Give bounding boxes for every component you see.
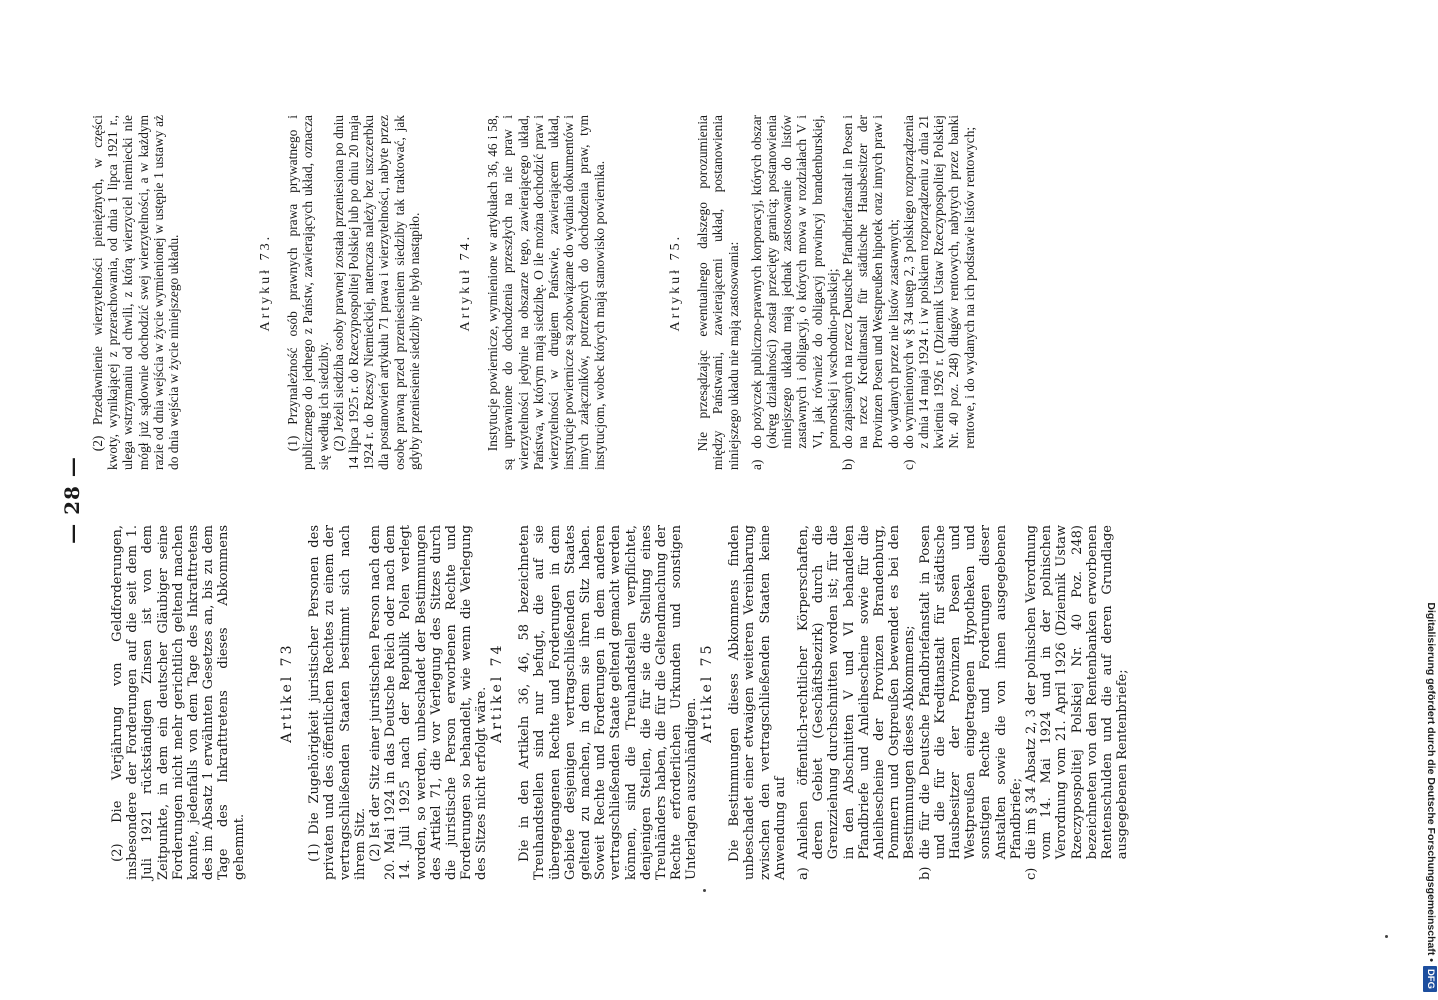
paragraph: (2) Die Verjährung von Geldforderungen, insbesondere der Forderungen auf die seit dem 1. Juli 1921 rückständigen Zinsen ist von dem Zeitpunkte, in dem ein deutscher Gläubiger seine Forderungen nicht mehr gerichtlich geltend machen konnte, jedenfalls von dem Tage des Inkrafttretens des im Absatz 1 erwähnten Gesetzes an, bis zu dem Tage des Inkrafttretens dieses Abkommens gehemmt. [110,525,247,880]
list-item-text: die im § 34 Absatz 2, 3 der polnischen Verordnung vom 14. Mai 1924 und in der polnischen Verordnung vom 21. April 1926 (Dziennik Ustaw Rzeczypospolitej Polskiej Nr. 40 Poz. 248) bezeichneten von den Rentenbanken erworbenen Rentenschulden und die auf deren Grundlage ausgegebenen Rentenbriefe; [1024,525,1131,860]
article-heading: Artykuł 74. [458,233,473,332]
paragraph: (1) Przynależność osób prawnych prawa prywatnego i publicznego do jednego z Państw, zawierających układ, oznacza się według ich siedziby. [285,115,331,470]
german-article-74 [490,525,700,880]
paragraph: (2) Przedawnienie wierzytelności pieniężnych, w części kwoty, wynikającej z przerachowania, od dnia 1 lipca 1921 r., ulega wstrzymaniu od chwili, z którą wierzyciel niemiecki nie mógł już sądownie dochodzić swej wierzytelności, a w każdym razie od dnia wejścia w życie wymienionej w ustępie 1 ustawy aż do dnia wejścia w życie niniejszego układu. [90,115,182,470]
article-heading: Artikel 74 [489,642,505,743]
article-heading: Artikel 75 [699,642,715,743]
paragraph: Die Bestimmungen dieses Abkommens finden unbeschadet einer etwaigen weiteren Vereinbarung zwischen den vertragschließenden Staaten keine Anwendung auf [727,525,788,880]
list-item [918,525,1024,880]
paragraph: (1) Die Zugehörigkeit juristischer Personen des privaten und des öffentlichen Rechtes zu einem der vertragschließenden Staaten bestimmt sich nach ihrem Sitz. [307,525,368,880]
polish-column-block-1 [90,115,181,470]
list-item [796,525,918,880]
list-item [1024,525,1130,880]
article-heading: Artykuł 73. [258,233,273,332]
list-item-label: c) [1024,867,1040,880]
credit-text: Digitalisierung gefördert durch die Deutsche Forschungsgemeinschaft • [1425,602,1437,962]
list-item-label: a) [748,459,764,470]
list-item-text: do zapisanych na rzecz Deutsche Pfandbriefanstalt in Posen i na rzecz Kreditanstalt für städtische Hausbesitzer der Provinzen Posen und Westpreußen hipotek oraz innych praw i do wydanych przez nie listów zastawnych; [840,115,901,449]
paragraph: Nie przesądzając ewentualnego dalszego porozumienia między Państwami, zawierającemi układ, postanowienia niniejszego układu nie mają zastosowania: [695,115,741,470]
list-item-text: do pożyczek publiczno-prawnych korporacyj, których obszar (okręg działalności) został przecięty granicą; postanowienia niniejszego układu mają jednak zastosowanie do listów zastawnych i obligacyj, o których mowa w rozdziałach V i VI, jak również do obligacyj prowincyj brandenburskiej, pomorskiej i wschodnio-pruskiej; [748,115,840,449]
digitization-credit [1426,12,1438,992]
list-item [840,115,901,470]
dfg-logo: DFG [1423,966,1437,992]
page-number: — 28 — [60,456,84,544]
polish-article-75 [668,115,977,470]
german-column-block-1 [110,525,247,880]
polish-article-74 [458,115,607,470]
article-heading: Artykuł 75. [668,233,683,332]
paragraph: (2) Ist der Sitz einer juristischen Person nach dem 20. Mai 1924 in das Deutsche Reich oder nach dem 14. Juli 1925 nach der Republik Polen verlegt worden, so werden, unbeschadet der Bestimmungen des Artikel 71, die vor Verlegung des Sitzes durch die juristische Person erworbenen Rechte und Forderungen so behandelt, wie wenn die Verlegung des Sitzes nicht erfolgt wäre. [368,525,490,880]
paragraph: Instytucje powiernicze, wymienione w artykułach 36, 46 i 58, są uprawnione do dochodzenia przeszłych na nie praw i wierzytelności jedynie na obszarze tego, zawierającego układ, Państwa, w którym mają siedzibę. O ile można dochodzić praw i wierzytelności w drugiem Państwie, zawierającem układ, instytucje powiernicze są zobowiązane do wydania dokumentów i innych załączników, potrzebnych do dochodzenia praw, tym instytucjom, wobec których mają stanowisko powiernika. [485,115,607,470]
scan-speck [1385,935,1388,938]
list-item [749,115,840,470]
list-item-label: b) [840,458,856,470]
list-item-text: die für die Deutsche Pfandbriefanstalt in Posen und die für die Kreditanstalt für städtische Hausbesitzer der Provinzen Posen und Westpreußen eingetragenen Hypotheken und sonstigen Rechte und Forderungen dieser Anstalten sowie die von ihnen ausgegebenen Pfandbriefe; [917,525,1024,860]
paragraph: Die in den Artikeln 36, 46, 58 bezeichneten Treuhandstellen sind nur befugt, die auf sie übergegangenen Rechte und Forderungen in dem Gebiete desjenigen vertragschließenden Staates geltend zu machen, in dem sie ihren Sitz haben. Soweit Rechte und Forderungen in dem anderen vertragschließenden Staate geltend gemacht werden können, sind die Treuhandstellen verpflichtet, denjenigen Stellen, die für sie die Stellung eines Treuhänders haben, die für die Geltendmachung der Rechte erforderlichen Urkunden und sonstigen Unterlagen auszuhändigen. [517,525,700,880]
scan-speck [703,889,706,892]
list-item-text: do wymienionych w § 34 ustęp 2, 3 polskiego rozporządzenia z dnia 14 maja 1924 r. i w polskiem rozporządzeniu z dnia 21 kwietnia 1926 r. (Dziennik Ustaw Rzeczypospolitej Polskiej Nr. 40 poz. 248) długów rentowych, nabytych przez banki rentowe, i do wydanych na ich podstawie listów rentowych; [900,115,977,449]
list-item-label: c) [900,459,916,470]
german-article-73 [280,525,490,880]
list-item-label: a) [796,867,812,880]
list-item-text: Anleihen öffentlich-rechtlicher Körperschaften, deren Gebiet (Geschäftsbezirk) durch die Grenzziehung durchschnitten worden ist; für die in den Abschnitten V und VI behandelten Pfandbriefe und Anleihescheine sowie für die Anleihescheine der Provinzen Brandenburg, Pommern und Ostpreußen bewendet es bei den Bestimmungen dieses Abkommens; [796,525,918,860]
article-heading: Artikel 73 [279,642,295,743]
list-item [901,115,977,470]
list-item-label: b) [917,866,933,880]
paragraph: (2) Jeżeli siedziba osoby prawnej została przeniesiona po dniu 14 lipca 1925 r. do Rzeczypospolitej Polskiej lub po dniu 20 maja 1924 r. do Rzeszy Niemieckiej, natenczas należy bez uszczerbku dla postanowień artykułu 71 prawa i wierzytelności, nabyte przez osobę prawną przed przeniesieniem siedziby tak traktować, jak gdyby przeniesienie siedziby nie było nastąpiło. [330,115,422,470]
german-article-75 [700,525,1130,880]
polish-article-73 [258,115,422,470]
